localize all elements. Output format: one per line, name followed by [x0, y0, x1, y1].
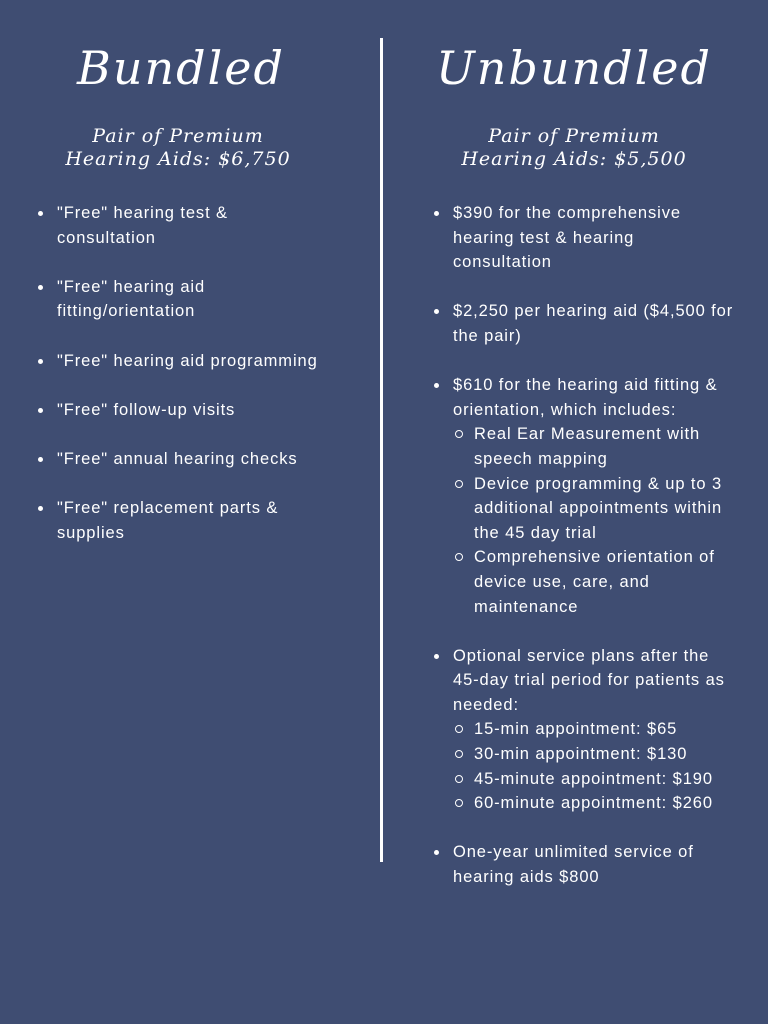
sub-list-item: 30-min appointment: $130 — [453, 742, 734, 767]
list-item — [434, 201, 734, 275]
list-item: "Free" annual hearing checks — [38, 447, 328, 472]
sub-list-item: Device programming & up to 3 additional appointments within the 45 day trial — [453, 472, 734, 546]
sub-list-item: Comprehensive orientation of device use, care, and maintenance — [453, 545, 734, 619]
fitting-includes-list — [453, 422, 734, 619]
sub-list-item: 15-min appointment: $65 — [453, 717, 734, 742]
bundled-price — [0, 125, 356, 171]
list-item-text: $2,250 per hearing aid ($4,500 for the pair) — [453, 302, 734, 345]
bundled-heading: Bundled — [77, 41, 285, 95]
sub-list-item: 45-minute appointment: $190 — [453, 767, 734, 792]
list-item — [434, 373, 734, 619]
list-item-text: $390 for the comprehensive hearing test & hearing consultation — [453, 204, 681, 272]
service-plans-list — [453, 717, 734, 815]
list-item: "Free" replacement parts & supplies — [38, 496, 328, 545]
list-item: "Free" hearing aid programming — [38, 349, 328, 374]
list-item — [434, 299, 734, 348]
sub-list-item: 60-minute appointment: $260 — [453, 791, 734, 816]
column-divider — [380, 38, 383, 862]
list-item — [434, 840, 734, 889]
bundled-price-line1: Pair of Premium — [92, 125, 264, 147]
bundled-price-line2: Hearing Aids: $6,750 — [65, 148, 291, 170]
list-item-text: $610 for the hearing aid fitting & orientation, which includes: — [453, 376, 718, 419]
list-item — [434, 644, 734, 816]
list-item: "Free" follow-up visits — [38, 398, 328, 423]
unbundled-price-line2: Hearing Aids: $5,500 — [461, 148, 687, 170]
list-item-text: Optional service plans after the 45-day trial period for patients as needed: — [453, 646, 725, 714]
unbundled-price-line1: Pair of Premium — [488, 125, 660, 147]
sub-list-item: Real Ear Measurement with speech mapping — [453, 422, 734, 471]
unbundled-list — [434, 201, 734, 914]
bundled-list — [38, 201, 328, 570]
list-item: "Free" hearing test & consultation — [38, 201, 328, 250]
unbundled-price — [398, 125, 750, 171]
list-item: "Free" hearing aid fitting/orientation — [38, 275, 328, 324]
list-item-text: One-year unlimited service of hearing aids $800 — [453, 843, 694, 887]
unbundled-heading: Unbundled — [436, 41, 712, 95]
